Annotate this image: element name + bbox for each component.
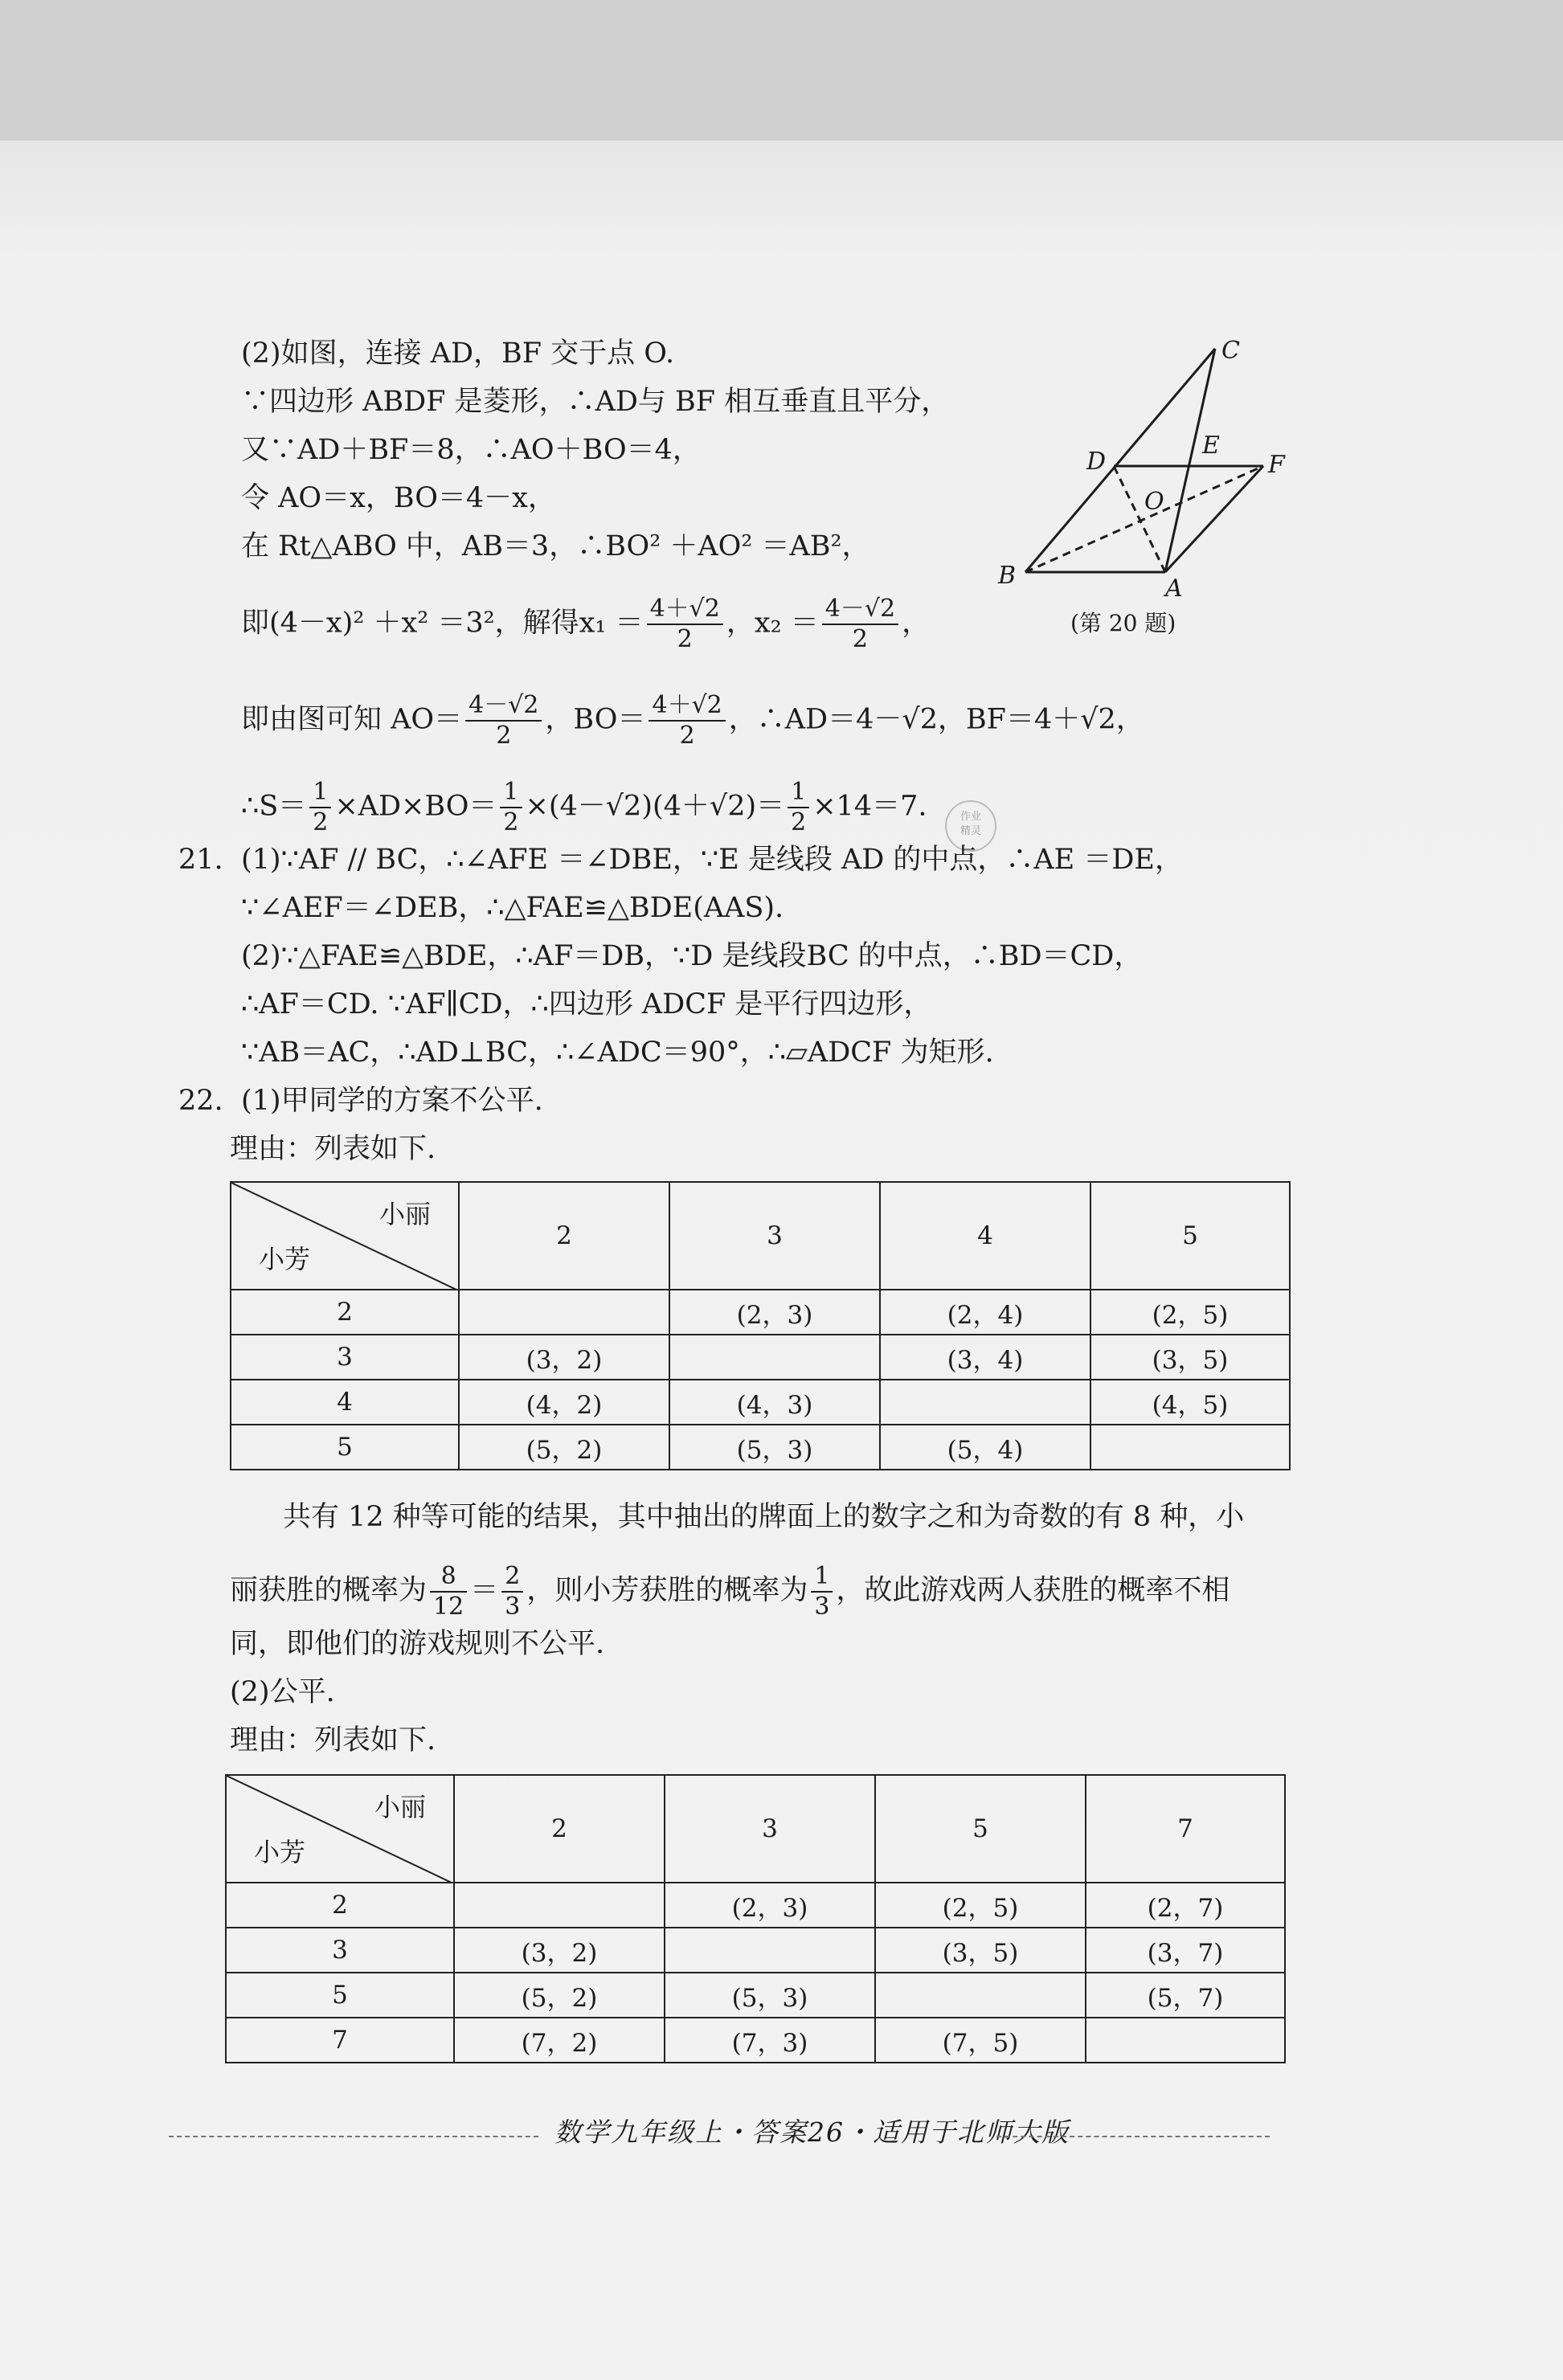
q21-number: 21. [178, 844, 223, 876]
numerator: 8 [430, 1562, 467, 1593]
label-e: E [1202, 431, 1220, 460]
segment-af [1165, 466, 1263, 572]
table-cell: (5，2) [459, 1425, 669, 1470]
table-cell: (2，4) [880, 1290, 1090, 1335]
table-row [226, 2018, 1285, 2063]
row-header: 2 [231, 1290, 459, 1335]
q22-paragraph-3: 同，即他们的游戏规则不公平. [230, 1628, 605, 1660]
table-cell: (4，2) [459, 1380, 669, 1425]
q20-line-7 [241, 691, 1144, 750]
numerator: 1 [788, 778, 809, 808]
row-header-label: 小芳 [259, 1244, 311, 1274]
outcome-table-2 [225, 1774, 1286, 2063]
table-cell: (5，3) [669, 1425, 880, 1470]
table-cell [1086, 2018, 1285, 2063]
denominator: 2 [852, 625, 868, 653]
column-header: 3 [665, 1775, 875, 1883]
segment-ac [1165, 349, 1215, 572]
numerator: 1 [500, 778, 522, 808]
text: ＝ [470, 1574, 499, 1607]
stamp-mark: 作业 精灵 [945, 800, 996, 852]
table-row [226, 1928, 1285, 1973]
text: ，∴AD＝4－√2，BF＝4＋√2， [728, 703, 1144, 736]
text: ×AD×BO＝ [334, 790, 497, 823]
q21-line-2: ∵∠AEF＝∠DEB，∴△FAE≌△BDE(AAS). [241, 892, 784, 924]
fraction [430, 1562, 467, 1621]
col-header-label: 小丽 [374, 1792, 426, 1822]
label-b: B [998, 562, 1017, 590]
row-header-label: 小芳 [254, 1837, 306, 1867]
table-cell [1090, 1425, 1290, 1470]
denominator: 3 [814, 1593, 830, 1621]
text: ×14＝7. [812, 790, 927, 823]
label-d: D [1086, 448, 1107, 476]
numerator: 4－√2 [822, 595, 898, 625]
row-header: 2 [226, 1883, 454, 1928]
table-row [231, 1380, 1290, 1425]
denominator: 2 [503, 808, 519, 836]
label-a: A [1165, 575, 1183, 603]
q22-line-1: (1)甲同学的方案不公平. [241, 1085, 543, 1117]
denominator: 3 [505, 1593, 521, 1621]
fraction [465, 691, 542, 750]
table-cell: (3，2) [459, 1335, 669, 1380]
q22-line-4: 理由：列表如下. [230, 1724, 436, 1756]
table-cell [669, 1335, 880, 1380]
text: ， [902, 607, 931, 640]
table-cell: (2，3) [669, 1290, 880, 1335]
table-row [231, 1425, 1290, 1470]
table-row [231, 1290, 1290, 1335]
fraction [501, 1562, 523, 1621]
q21-line-3: (2)∵△FAE≌△BDE，∴AF＝DB，∵D 是线段BC 的中点，∴BD＝CD， [241, 940, 1143, 972]
table-cell: (3，2) [454, 1928, 665, 1973]
table-cell: (5，4) [880, 1425, 1090, 1470]
column-header: 5 [875, 1775, 1086, 1883]
table-cell: (7，5) [875, 2018, 1086, 2063]
numerator: 4－√2 [465, 691, 542, 722]
q21-line-5: ∵AB＝AC，∴AD⊥BC，∴∠ADC＝90°，∴▱ADCF 为矩形. [241, 1037, 994, 1069]
fraction [647, 595, 723, 654]
segment-bc [1025, 349, 1215, 572]
fraction [822, 595, 898, 654]
fraction [309, 778, 331, 837]
row-header: 7 [226, 2018, 454, 2063]
table-row [226, 1883, 1285, 1928]
diagonal-header-cell [226, 1775, 454, 1883]
table-cell [875, 1973, 1086, 2018]
column-header: 3 [669, 1182, 880, 1290]
table-cell: (3，5) [1090, 1335, 1290, 1380]
table-cell: (2，5) [1090, 1290, 1290, 1335]
fraction [811, 1562, 833, 1621]
text: ，故此游戏两人获胜的概率不相 [836, 1574, 1230, 1607]
table-cell [454, 1883, 665, 1928]
table-row [231, 1335, 1290, 1380]
numerator: 1 [309, 778, 331, 808]
table-cell: (2，7) [1086, 1883, 1285, 1928]
figure-caption: (第 20 题) [1070, 610, 1176, 636]
numerator: 4＋√2 [649, 691, 725, 722]
numerator: 4＋√2 [647, 595, 723, 625]
text: 即由图可知 AO＝ [241, 703, 463, 736]
denominator: 2 [679, 722, 695, 750]
q20-line-2: ∵四边形 ABDF 是菱形，∴AD与 BF 相互垂直且平分， [241, 386, 950, 418]
q21-line-1: (1)∵AF // BC，∴∠AFE ＝∠DBE，∵E 是线段 AD 的中点，∴AE ＝DE， [241, 844, 1183, 876]
row-header: 3 [231, 1335, 459, 1380]
denominator: 2 [313, 808, 329, 836]
numerator: 1 [811, 1562, 833, 1593]
text: ×(4－√2)(4＋√2)＝ [525, 790, 785, 823]
scan-shadow-band [0, 0, 1563, 141]
table-cell [665, 1928, 875, 1973]
row-header: 5 [226, 1973, 454, 2018]
q20-line-6 [241, 595, 930, 654]
denominator: 2 [677, 625, 693, 653]
q22-line-3: (2)公平. [230, 1676, 335, 1708]
table-cell: (5，3) [665, 1973, 875, 2018]
segment-ad [1114, 466, 1165, 572]
table-cell: (4，5) [1090, 1380, 1290, 1425]
denominator: 2 [496, 722, 512, 750]
segment-bf [1025, 466, 1263, 572]
label-o: O [1144, 488, 1164, 516]
table-header-row [231, 1182, 1290, 1290]
table-cell: (5，7) [1086, 1973, 1285, 2018]
table-cell: (2，3) [665, 1883, 875, 1928]
table-cell [459, 1290, 669, 1335]
table-cell: (3，5) [875, 1928, 1086, 1973]
q21-line-4: ∴AF＝CD. ∵AF∥CD，∴四边形 ADCF 是平行四边形， [241, 988, 932, 1020]
table-cell: (3，4) [880, 1335, 1090, 1380]
table-cell: (7，2) [454, 2018, 665, 2063]
table-cell: (5，2) [454, 1973, 665, 2018]
fraction [500, 778, 522, 837]
q22-paragraph-2 [230, 1562, 1230, 1621]
table-header-row [226, 1775, 1285, 1883]
table-cell: (4，3) [669, 1380, 880, 1425]
text: ∴S＝ [241, 790, 307, 823]
row-header: 5 [231, 1425, 459, 1470]
page-footer [169, 2112, 1270, 2152]
q20-line-8 [241, 778, 927, 837]
diagonal-header-cell [231, 1182, 459, 1290]
q20-line-1: (2)如图，连接 AD，BF 交于点 O. [241, 337, 675, 370]
denominator: 2 [791, 808, 807, 836]
fraction [649, 691, 725, 750]
q22-line-2: 理由：列表如下. [230, 1133, 436, 1165]
row-header: 3 [226, 1928, 454, 1973]
table-cell [880, 1380, 1090, 1425]
row-header: 4 [231, 1380, 459, 1425]
label-f: F [1268, 451, 1285, 479]
col-header-label: 小丽 [378, 1199, 431, 1229]
label-c: C [1221, 337, 1240, 365]
text: 即(4－x)² ＋x² ＝3²，解得x₁ ＝ [241, 607, 644, 640]
column-header: 4 [880, 1182, 1090, 1290]
text: ，BO＝ [545, 703, 646, 736]
q20-line-3: 又∵AD＋BF＝8，∴AO＋BO＝4， [241, 434, 701, 466]
text: 丽获胜的概率为 [230, 1574, 428, 1607]
footer-divider-right [996, 2136, 1270, 2137]
q20-line-5: 在 Rt△ABO 中，AB＝3，∴BO² ＋AO² ＝AB²， [241, 530, 870, 562]
q20-line-4: 令 AO＝x，BO＝4－x， [241, 482, 556, 514]
table-cell: (7，3) [665, 2018, 875, 2063]
footer-text: 数学九年级上・答案26・适用于北师大版 [554, 2116, 1070, 2148]
table-cell: (3，7) [1086, 1928, 1285, 1973]
text: ，x₂ ＝ [726, 607, 819, 640]
denominator: 12 [433, 1593, 464, 1621]
column-header: 7 [1086, 1775, 1285, 1883]
q22-paragraph-1: 共有 12 种等可能的结果，其中抽出的牌面上的数字之和为奇数的有 8 种，小 [283, 1501, 1245, 1533]
footer-divider-left [169, 2136, 538, 2137]
text: ，则小芳获胜的概率为 [526, 1574, 808, 1607]
column-header: 2 [454, 1775, 665, 1883]
table-cell: (2，5) [875, 1883, 1086, 1928]
fraction [788, 778, 809, 837]
column-header: 5 [1090, 1182, 1290, 1290]
q22-number: 22. [178, 1085, 223, 1117]
outcome-table-1 [230, 1181, 1291, 1470]
numerator: 2 [501, 1562, 523, 1593]
table-row [226, 1973, 1285, 2018]
column-header: 2 [459, 1182, 669, 1290]
q20-figure [996, 337, 1318, 603]
